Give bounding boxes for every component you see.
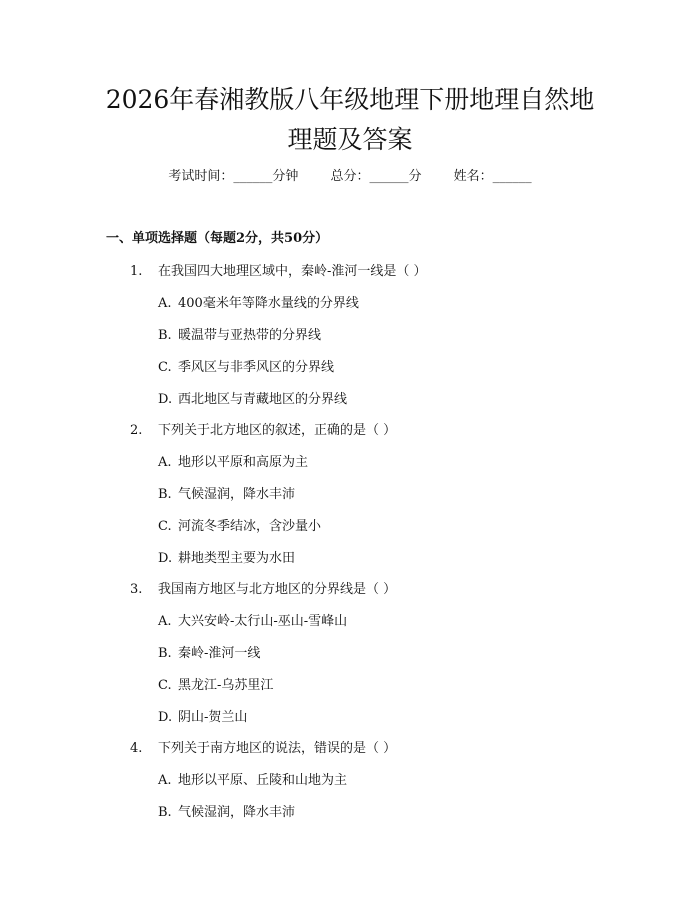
option-text: 400毫米年等降水量线的分界线 xyxy=(178,296,359,311)
option-letter: A. xyxy=(158,773,172,788)
question-number: 2. xyxy=(130,423,143,438)
name-field: 姓名：______ xyxy=(453,169,532,184)
option-text: 季风区与非季风区的分界线 xyxy=(178,360,335,375)
option-a xyxy=(158,612,347,632)
option-a xyxy=(158,294,359,314)
option-text: 气候湿润，降水丰沛 xyxy=(178,487,296,502)
option-a xyxy=(158,453,308,473)
question-number: 3. xyxy=(130,582,143,597)
option-text: 气候湿润，降水丰沛 xyxy=(178,805,296,820)
question-4 xyxy=(130,739,396,759)
option-letter: D. xyxy=(158,551,173,566)
option-text: 秦岭-淮河一线 xyxy=(178,646,261,661)
option-c xyxy=(158,358,334,378)
option-c xyxy=(158,517,321,537)
question-3 xyxy=(130,580,396,600)
exam-meta xyxy=(0,167,700,187)
option-letter: B. xyxy=(158,805,172,820)
option-letter: C. xyxy=(158,678,172,693)
exam-time-field: 考试时间：______分钟 xyxy=(168,169,299,184)
option-letter: A. xyxy=(158,455,172,470)
option-letter: C. xyxy=(158,360,172,375)
total-score-field: 总分：______分 xyxy=(330,169,422,184)
option-letter: B. xyxy=(158,646,172,661)
option-letter: D. xyxy=(158,710,173,725)
title-line-2: 理题及答案 xyxy=(287,125,413,154)
option-letter: B. xyxy=(158,328,172,343)
option-text: 阴山-贺兰山 xyxy=(178,710,248,725)
option-letter: A. xyxy=(158,614,172,629)
option-text: 地形以平原和高原为主 xyxy=(178,455,309,470)
question-text: 下列关于南方地区的说法，错误的是（ ） xyxy=(158,741,397,756)
question-number: 1. xyxy=(130,264,143,279)
question-text: 我国南方地区与北方地区的分界线是（ ） xyxy=(158,582,397,597)
option-text: 西北地区与青藏地区的分界线 xyxy=(178,392,348,407)
question-number: 4. xyxy=(130,741,143,756)
option-b xyxy=(158,803,295,823)
option-a xyxy=(158,771,347,791)
question-1 xyxy=(130,262,427,282)
question-2 xyxy=(130,421,396,441)
option-text: 河流冬季结冰，含沙量小 xyxy=(178,519,322,534)
option-text: 耕地类型主要为水田 xyxy=(178,551,296,566)
option-letter: B. xyxy=(158,487,172,502)
option-text: 地形以平原、丘陵和山地为主 xyxy=(178,773,348,788)
option-letter: C. xyxy=(158,519,172,534)
section-title: 一、单项选择题（每题2分，共50分） xyxy=(106,231,329,246)
option-d xyxy=(158,549,295,569)
question-text: 下列关于北方地区的叙述，正确的是（ ） xyxy=(158,423,397,438)
option-text: 黑龙江-乌苏里江 xyxy=(178,678,274,693)
option-letter: A. xyxy=(158,296,172,311)
option-b xyxy=(158,326,321,346)
option-b xyxy=(158,485,295,505)
document-title xyxy=(80,80,620,160)
option-b xyxy=(158,644,260,664)
title-line-1: 2026年春湘教版八年级地理下册地理自然地 xyxy=(105,85,595,114)
option-d xyxy=(158,390,347,410)
option-text: 大兴安岭-太行山-巫山-雪峰山 xyxy=(178,614,348,629)
option-d xyxy=(158,708,247,728)
option-text: 暖温带与亚热带的分界线 xyxy=(178,328,322,343)
option-letter: D. xyxy=(158,392,173,407)
question-text: 在我国四大地理区域中，秦岭-淮河一线是（ ） xyxy=(158,264,427,279)
option-c xyxy=(158,676,273,696)
